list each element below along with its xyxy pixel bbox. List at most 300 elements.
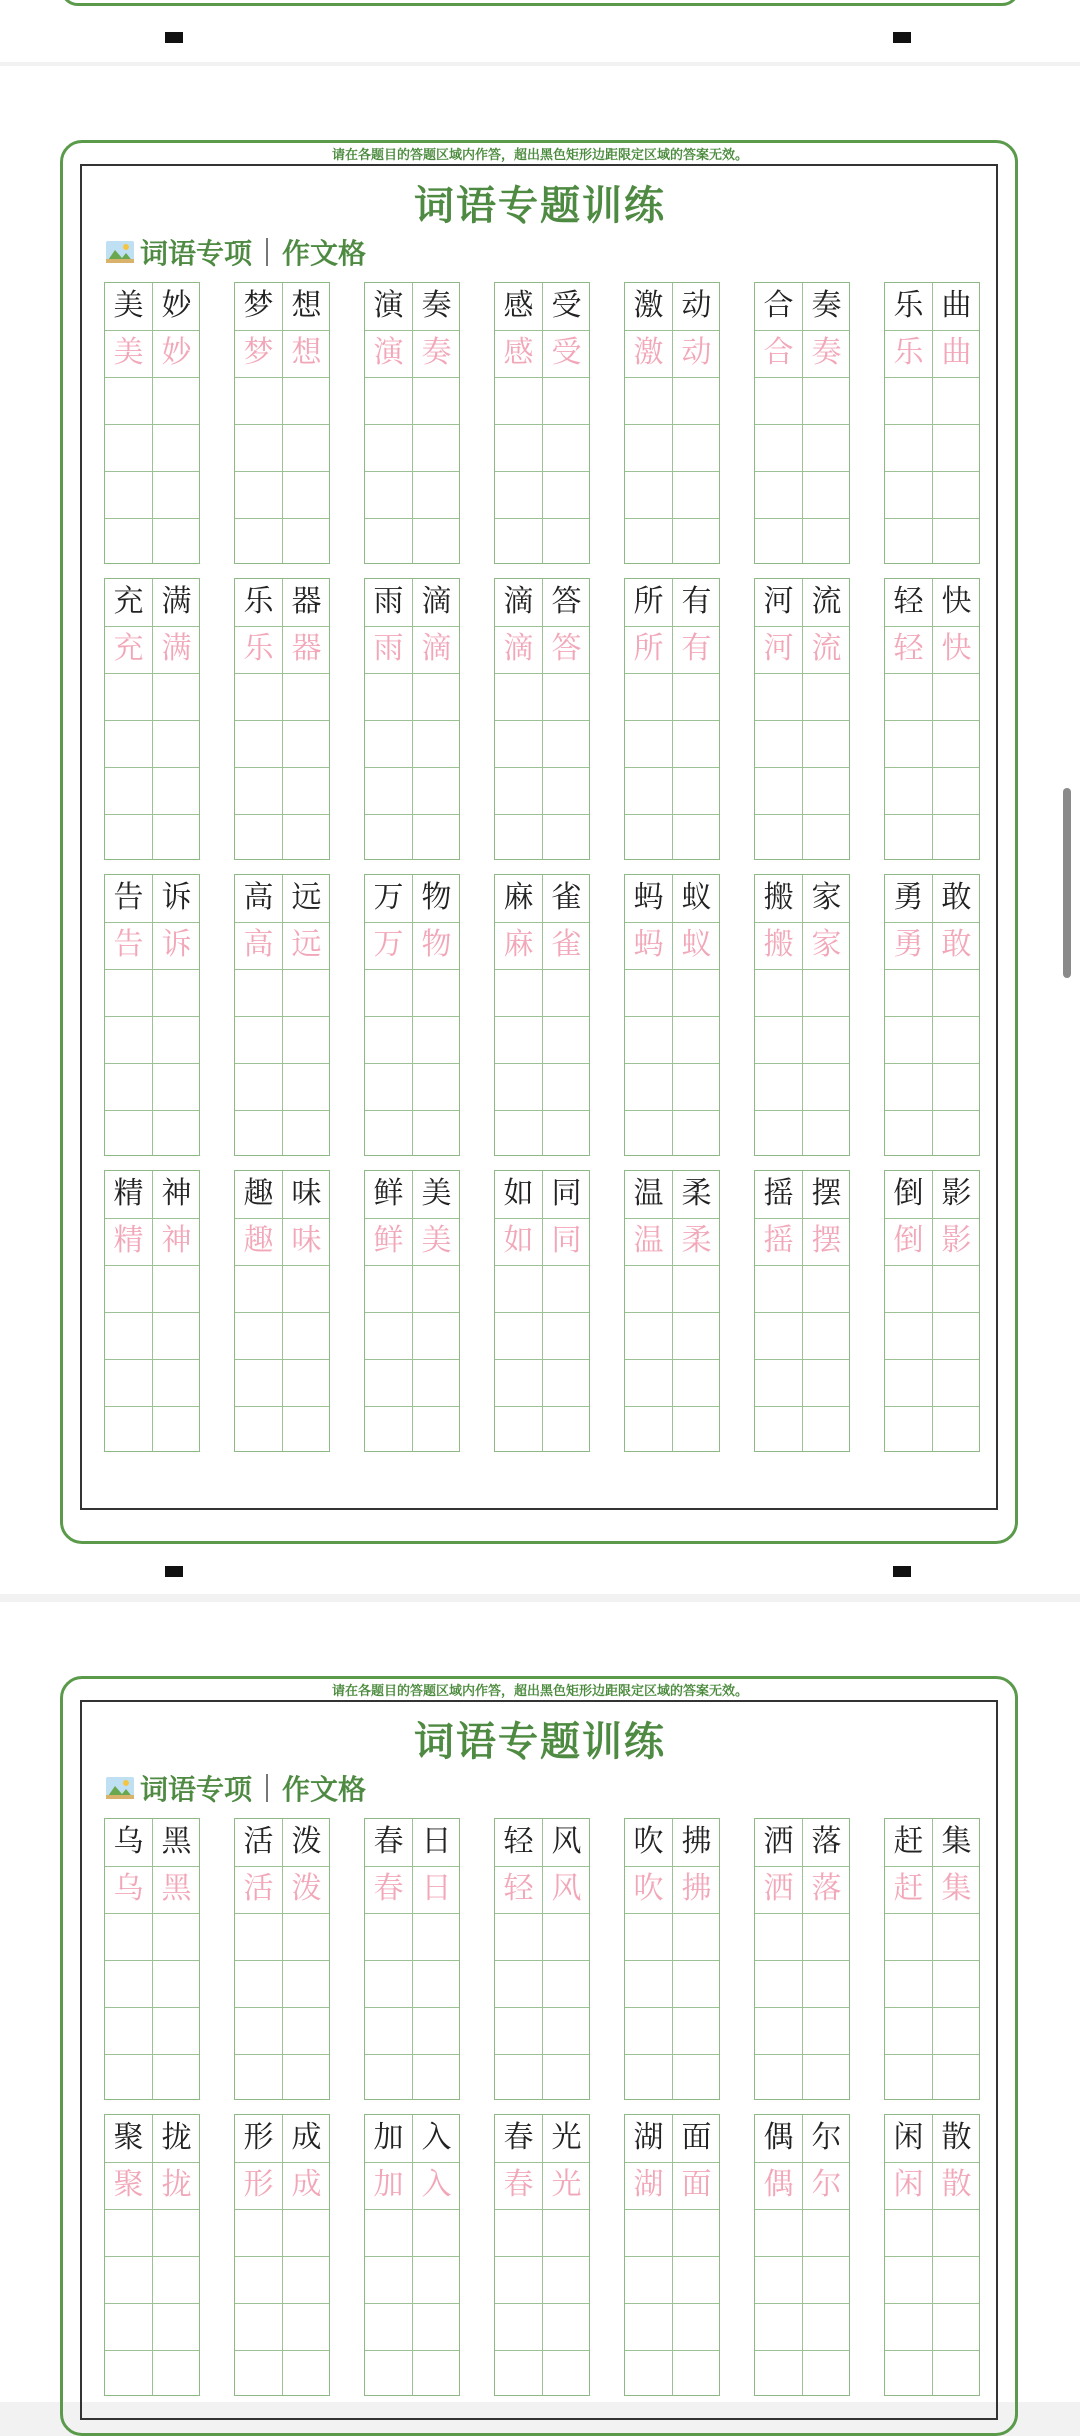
writing-cell[interactable]	[803, 1960, 850, 2006]
writing-cell[interactable]	[885, 2350, 932, 2396]
writing-cell[interactable]	[153, 1406, 200, 1452]
writing-cell[interactable]	[625, 2256, 672, 2302]
writing-cell[interactable]	[153, 814, 200, 860]
writing-cell[interactable]	[803, 1110, 850, 1156]
writing-cell[interactable]	[543, 424, 590, 470]
writing-cell[interactable]	[495, 2350, 542, 2396]
writing-cell[interactable]	[105, 1913, 152, 1959]
writing-cell[interactable]	[625, 2209, 672, 2255]
writing-cell[interactable]	[543, 2209, 590, 2255]
writing-cell[interactable]	[235, 1406, 282, 1452]
writing-cell[interactable]	[673, 2054, 720, 2100]
writing-cell[interactable]	[803, 767, 850, 813]
writing-cell[interactable]	[933, 969, 980, 1015]
writing-cell[interactable]	[625, 767, 672, 813]
writing-cell[interactable]	[235, 720, 282, 766]
writing-cell[interactable]	[153, 518, 200, 564]
writing-cell[interactable]	[365, 518, 412, 564]
writing-cell[interactable]	[235, 1016, 282, 1062]
writing-cell[interactable]	[495, 2209, 542, 2255]
writing-cell[interactable]	[365, 1063, 412, 1109]
writing-cell[interactable]	[625, 1312, 672, 1358]
writing-cell[interactable]	[235, 1265, 282, 1311]
writing-cell[interactable]	[755, 2350, 802, 2396]
writing-cell[interactable]	[543, 2054, 590, 2100]
writing-cell[interactable]	[105, 518, 152, 564]
writing-cell[interactable]	[885, 2007, 932, 2053]
writing-cell[interactable]	[933, 814, 980, 860]
writing-cell[interactable]	[413, 673, 460, 719]
writing-cell[interactable]	[153, 1063, 200, 1109]
writing-cell[interactable]	[673, 1265, 720, 1311]
writing-cell[interactable]	[933, 2303, 980, 2349]
writing-cell[interactable]	[543, 1359, 590, 1405]
writing-cell[interactable]	[543, 518, 590, 564]
writing-cell[interactable]	[153, 2007, 200, 2053]
writing-cell[interactable]	[235, 814, 282, 860]
writing-cell[interactable]	[755, 1016, 802, 1062]
writing-cell[interactable]	[755, 673, 802, 719]
writing-cell[interactable]	[105, 767, 152, 813]
writing-cell[interactable]	[283, 1406, 330, 1452]
writing-cell[interactable]	[885, 424, 932, 470]
writing-cell[interactable]	[755, 1359, 802, 1405]
writing-cell[interactable]	[495, 1406, 542, 1452]
writing-cell[interactable]	[625, 1110, 672, 1156]
writing-cell[interactable]	[885, 969, 932, 1015]
writing-cell[interactable]	[803, 814, 850, 860]
writing-cell[interactable]	[495, 1110, 542, 1156]
writing-cell[interactable]	[885, 814, 932, 860]
writing-cell[interactable]	[413, 1913, 460, 1959]
writing-cell[interactable]	[105, 424, 152, 470]
writing-cell[interactable]	[235, 1110, 282, 1156]
writing-cell[interactable]	[153, 1359, 200, 1405]
writing-cell[interactable]	[673, 1016, 720, 1062]
writing-cell[interactable]	[543, 1063, 590, 1109]
writing-cell[interactable]	[495, 471, 542, 517]
writing-cell[interactable]	[283, 1312, 330, 1358]
writing-cell[interactable]	[413, 2303, 460, 2349]
writing-cell[interactable]	[755, 424, 802, 470]
writing-cell[interactable]	[365, 673, 412, 719]
writing-cell[interactable]	[543, 2007, 590, 2053]
writing-cell[interactable]	[885, 2256, 932, 2302]
writing-cell[interactable]	[283, 2054, 330, 2100]
writing-cell[interactable]	[933, 2007, 980, 2053]
writing-cell[interactable]	[625, 1265, 672, 1311]
writing-cell[interactable]	[803, 2303, 850, 2349]
writing-cell[interactable]	[673, 1913, 720, 1959]
writing-cell[interactable]	[625, 1913, 672, 1959]
writing-cell[interactable]	[755, 1312, 802, 1358]
writing-cell[interactable]	[235, 1913, 282, 1959]
writing-cell[interactable]	[283, 424, 330, 470]
writing-cell[interactable]	[933, 377, 980, 423]
writing-cell[interactable]	[803, 2350, 850, 2396]
writing-cell[interactable]	[105, 2350, 152, 2396]
writing-cell[interactable]	[803, 2054, 850, 2100]
writing-cell[interactable]	[885, 767, 932, 813]
writing-cell[interactable]	[153, 2209, 200, 2255]
writing-cell[interactable]	[413, 518, 460, 564]
writing-cell[interactable]	[543, 1016, 590, 1062]
writing-cell[interactable]	[625, 720, 672, 766]
writing-cell[interactable]	[365, 2007, 412, 2053]
writing-cell[interactable]	[283, 1016, 330, 1062]
writing-cell[interactable]	[885, 377, 932, 423]
writing-cell[interactable]	[933, 518, 980, 564]
writing-cell[interactable]	[755, 720, 802, 766]
writing-cell[interactable]	[105, 814, 152, 860]
writing-cell[interactable]	[933, 1063, 980, 1109]
writing-cell[interactable]	[803, 1406, 850, 1452]
writing-cell[interactable]	[755, 1110, 802, 1156]
writing-cell[interactable]	[885, 2054, 932, 2100]
writing-cell[interactable]	[885, 720, 932, 766]
writing-cell[interactable]	[673, 424, 720, 470]
writing-cell[interactable]	[413, 1016, 460, 1062]
writing-cell[interactable]	[283, 2209, 330, 2255]
writing-cell[interactable]	[495, 2303, 542, 2349]
writing-cell[interactable]	[755, 471, 802, 517]
writing-cell[interactable]	[803, 2256, 850, 2302]
writing-cell[interactable]	[283, 1960, 330, 2006]
writing-cell[interactable]	[803, 1265, 850, 1311]
writing-cell[interactable]	[235, 518, 282, 564]
writing-cell[interactable]	[413, 2209, 460, 2255]
writing-cell[interactable]	[365, 471, 412, 517]
writing-cell[interactable]	[105, 2007, 152, 2053]
writing-cell[interactable]	[625, 518, 672, 564]
writing-cell[interactable]	[235, 377, 282, 423]
writing-cell[interactable]	[803, 673, 850, 719]
writing-cell[interactable]	[495, 673, 542, 719]
writing-cell[interactable]	[365, 424, 412, 470]
writing-cell[interactable]	[673, 377, 720, 423]
writing-cell[interactable]	[625, 1406, 672, 1452]
writing-cell[interactable]	[543, 673, 590, 719]
writing-cell[interactable]	[283, 518, 330, 564]
writing-cell[interactable]	[933, 471, 980, 517]
writing-cell[interactable]	[413, 2256, 460, 2302]
writing-cell[interactable]	[105, 1312, 152, 1358]
writing-cell[interactable]	[543, 2256, 590, 2302]
writing-cell[interactable]	[625, 1063, 672, 1109]
writing-cell[interactable]	[105, 673, 152, 719]
writing-cell[interactable]	[153, 1016, 200, 1062]
writing-cell[interactable]	[755, 2256, 802, 2302]
writing-cell[interactable]	[673, 767, 720, 813]
writing-cell[interactable]	[153, 720, 200, 766]
writing-cell[interactable]	[933, 1359, 980, 1405]
writing-cell[interactable]	[235, 2007, 282, 2053]
writing-cell[interactable]	[283, 767, 330, 813]
writing-cell[interactable]	[413, 2054, 460, 2100]
writing-cell[interactable]	[543, 1406, 590, 1452]
writing-cell[interactable]	[933, 1406, 980, 1452]
writing-cell[interactable]	[235, 471, 282, 517]
writing-cell[interactable]	[885, 518, 932, 564]
writing-cell[interactable]	[235, 2256, 282, 2302]
writing-cell[interactable]	[803, 2007, 850, 2053]
writing-cell[interactable]	[803, 377, 850, 423]
writing-cell[interactable]	[803, 424, 850, 470]
writing-cell[interactable]	[283, 2303, 330, 2349]
writing-cell[interactable]	[933, 1960, 980, 2006]
writing-cell[interactable]	[105, 1960, 152, 2006]
writing-cell[interactable]	[625, 2007, 672, 2053]
writing-cell[interactable]	[885, 1913, 932, 1959]
writing-cell[interactable]	[105, 471, 152, 517]
writing-cell[interactable]	[153, 1960, 200, 2006]
writing-cell[interactable]	[365, 2256, 412, 2302]
writing-cell[interactable]	[235, 767, 282, 813]
writing-cell[interactable]	[625, 1960, 672, 2006]
writing-cell[interactable]	[365, 1110, 412, 1156]
writing-cell[interactable]	[413, 1063, 460, 1109]
writing-cell[interactable]	[673, 471, 720, 517]
writing-cell[interactable]	[105, 1265, 152, 1311]
scrollbar-thumb[interactable]	[1063, 788, 1071, 978]
writing-cell[interactable]	[803, 969, 850, 1015]
writing-cell[interactable]	[283, 471, 330, 517]
writing-cell[interactable]	[235, 1359, 282, 1405]
writing-cell[interactable]	[885, 1063, 932, 1109]
writing-cell[interactable]	[413, 1406, 460, 1452]
writing-cell[interactable]	[105, 1359, 152, 1405]
writing-cell[interactable]	[673, 518, 720, 564]
writing-cell[interactable]	[625, 2350, 672, 2396]
writing-cell[interactable]	[933, 767, 980, 813]
writing-cell[interactable]	[933, 673, 980, 719]
writing-cell[interactable]	[365, 767, 412, 813]
writing-cell[interactable]	[365, 2054, 412, 2100]
writing-cell[interactable]	[673, 969, 720, 1015]
writing-cell[interactable]	[755, 2303, 802, 2349]
writing-cell[interactable]	[543, 1312, 590, 1358]
writing-cell[interactable]	[755, 377, 802, 423]
writing-cell[interactable]	[933, 1016, 980, 1062]
writing-cell[interactable]	[365, 377, 412, 423]
writing-cell[interactable]	[235, 1960, 282, 2006]
writing-cell[interactable]	[413, 2007, 460, 2053]
writing-cell[interactable]	[283, 1913, 330, 1959]
writing-cell[interactable]	[283, 377, 330, 423]
writing-cell[interactable]	[365, 720, 412, 766]
writing-cell[interactable]	[413, 2350, 460, 2396]
writing-cell[interactable]	[803, 720, 850, 766]
writing-cell[interactable]	[105, 720, 152, 766]
writing-cell[interactable]	[105, 1110, 152, 1156]
writing-cell[interactable]	[413, 471, 460, 517]
writing-cell[interactable]	[365, 2350, 412, 2396]
writing-cell[interactable]	[105, 1016, 152, 1062]
writing-cell[interactable]	[413, 377, 460, 423]
writing-cell[interactable]	[673, 2256, 720, 2302]
writing-cell[interactable]	[283, 2007, 330, 2053]
writing-cell[interactable]	[885, 1359, 932, 1405]
writing-cell[interactable]	[885, 1265, 932, 1311]
writing-cell[interactable]	[283, 1063, 330, 1109]
writing-cell[interactable]	[153, 1110, 200, 1156]
writing-cell[interactable]	[153, 2256, 200, 2302]
writing-cell[interactable]	[625, 2303, 672, 2349]
writing-cell[interactable]	[625, 673, 672, 719]
writing-cell[interactable]	[153, 377, 200, 423]
writing-cell[interactable]	[803, 1016, 850, 1062]
writing-cell[interactable]	[413, 814, 460, 860]
writing-cell[interactable]	[413, 1359, 460, 1405]
writing-cell[interactable]	[413, 1960, 460, 2006]
writing-cell[interactable]	[105, 2054, 152, 2100]
writing-cell[interactable]	[365, 814, 412, 860]
writing-cell[interactable]	[755, 814, 802, 860]
writing-cell[interactable]	[755, 2054, 802, 2100]
writing-cell[interactable]	[755, 1063, 802, 1109]
writing-cell[interactable]	[283, 673, 330, 719]
writing-cell[interactable]	[495, 1016, 542, 1062]
writing-cell[interactable]	[673, 2303, 720, 2349]
writing-cell[interactable]	[105, 2303, 152, 2349]
writing-cell[interactable]	[933, 720, 980, 766]
writing-cell[interactable]	[543, 2350, 590, 2396]
writing-cell[interactable]	[755, 2007, 802, 2053]
writing-cell[interactable]	[153, 1265, 200, 1311]
writing-cell[interactable]	[885, 2303, 932, 2349]
writing-cell[interactable]	[235, 2350, 282, 2396]
writing-cell[interactable]	[495, 969, 542, 1015]
writing-cell[interactable]	[803, 2209, 850, 2255]
writing-cell[interactable]	[673, 1359, 720, 1405]
writing-cell[interactable]	[153, 1312, 200, 1358]
writing-cell[interactable]	[625, 424, 672, 470]
writing-cell[interactable]	[755, 1406, 802, 1452]
writing-cell[interactable]	[153, 969, 200, 1015]
writing-cell[interactable]	[673, 814, 720, 860]
writing-cell[interactable]	[543, 2303, 590, 2349]
writing-cell[interactable]	[803, 1312, 850, 1358]
writing-cell[interactable]	[543, 1265, 590, 1311]
writing-cell[interactable]	[543, 720, 590, 766]
writing-cell[interactable]	[543, 471, 590, 517]
writing-cell[interactable]	[543, 1110, 590, 1156]
writing-cell[interactable]	[885, 673, 932, 719]
writing-cell[interactable]	[365, 1406, 412, 1452]
writing-cell[interactable]	[235, 1063, 282, 1109]
writing-cell[interactable]	[495, 720, 542, 766]
writing-cell[interactable]	[413, 1312, 460, 1358]
writing-cell[interactable]	[495, 2256, 542, 2302]
writing-cell[interactable]	[803, 518, 850, 564]
writing-cell[interactable]	[235, 2303, 282, 2349]
writing-cell[interactable]	[365, 1016, 412, 1062]
writing-cell[interactable]	[625, 2054, 672, 2100]
writing-cell[interactable]	[153, 1913, 200, 1959]
writing-cell[interactable]	[153, 2054, 200, 2100]
writing-cell[interactable]	[495, 814, 542, 860]
writing-cell[interactable]	[365, 1312, 412, 1358]
writing-cell[interactable]	[495, 1359, 542, 1405]
writing-cell[interactable]	[283, 1359, 330, 1405]
writing-cell[interactable]	[755, 969, 802, 1015]
writing-cell[interactable]	[625, 377, 672, 423]
writing-cell[interactable]	[105, 969, 152, 1015]
writing-cell[interactable]	[933, 2256, 980, 2302]
writing-cell[interactable]	[413, 424, 460, 470]
writing-cell[interactable]	[283, 2256, 330, 2302]
writing-cell[interactable]	[625, 471, 672, 517]
writing-cell[interactable]	[933, 2350, 980, 2396]
writing-cell[interactable]	[153, 673, 200, 719]
writing-cell[interactable]	[755, 1960, 802, 2006]
writing-cell[interactable]	[235, 673, 282, 719]
writing-cell[interactable]	[673, 1312, 720, 1358]
writing-cell[interactable]	[413, 1265, 460, 1311]
writing-cell[interactable]	[495, 518, 542, 564]
writing-cell[interactable]	[495, 1312, 542, 1358]
writing-cell[interactable]	[105, 1406, 152, 1452]
writing-cell[interactable]	[933, 1312, 980, 1358]
writing-cell[interactable]	[885, 1110, 932, 1156]
writing-cell[interactable]	[283, 814, 330, 860]
writing-cell[interactable]	[803, 471, 850, 517]
writing-cell[interactable]	[105, 1063, 152, 1109]
writing-cell[interactable]	[673, 2350, 720, 2396]
writing-cell[interactable]	[495, 2054, 542, 2100]
writing-cell[interactable]	[673, 673, 720, 719]
writing-cell[interactable]	[803, 1063, 850, 1109]
writing-cell[interactable]	[105, 2256, 152, 2302]
writing-cell[interactable]	[933, 424, 980, 470]
writing-cell[interactable]	[933, 1110, 980, 1156]
writing-cell[interactable]	[673, 1110, 720, 1156]
writing-cell[interactable]	[365, 1960, 412, 2006]
writing-cell[interactable]	[365, 2303, 412, 2349]
writing-cell[interactable]	[755, 1265, 802, 1311]
writing-cell[interactable]	[885, 2209, 932, 2255]
writing-cell[interactable]	[543, 377, 590, 423]
writing-cell[interactable]	[803, 1913, 850, 1959]
writing-cell[interactable]	[885, 1016, 932, 1062]
writing-cell[interactable]	[543, 1960, 590, 2006]
writing-cell[interactable]	[885, 1406, 932, 1452]
writing-cell[interactable]	[365, 1265, 412, 1311]
writing-cell[interactable]	[365, 969, 412, 1015]
writing-cell[interactable]	[885, 471, 932, 517]
writing-cell[interactable]	[933, 1913, 980, 1959]
writing-cell[interactable]	[153, 471, 200, 517]
writing-cell[interactable]	[673, 2209, 720, 2255]
writing-cell[interactable]	[283, 2350, 330, 2396]
writing-cell[interactable]	[495, 1913, 542, 1959]
writing-cell[interactable]	[413, 720, 460, 766]
writing-cell[interactable]	[885, 1312, 932, 1358]
writing-cell[interactable]	[365, 1913, 412, 1959]
writing-cell[interactable]	[755, 518, 802, 564]
writing-cell[interactable]	[413, 767, 460, 813]
writing-cell[interactable]	[885, 1960, 932, 2006]
writing-cell[interactable]	[625, 1359, 672, 1405]
writing-cell[interactable]	[153, 2303, 200, 2349]
writing-cell[interactable]	[105, 2209, 152, 2255]
writing-cell[interactable]	[105, 377, 152, 423]
writing-cell[interactable]	[413, 969, 460, 1015]
writing-cell[interactable]	[673, 2007, 720, 2053]
writing-cell[interactable]	[235, 2054, 282, 2100]
writing-cell[interactable]	[153, 424, 200, 470]
writing-cell[interactable]	[673, 1406, 720, 1452]
